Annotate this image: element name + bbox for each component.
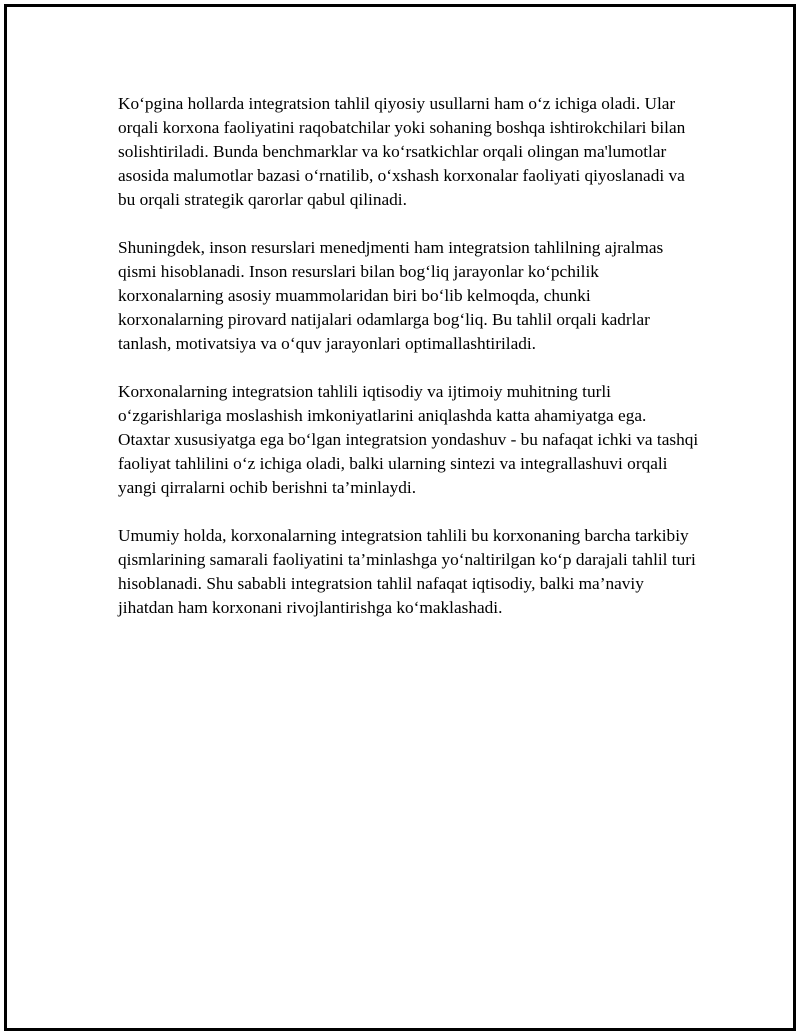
paragraph-1: Ko‘pgina hollarda integratsion tahlil qiyosiy usullarni ham o‘z ichiga oladi. Ular orqali korxona faoliyatini raqobatchilar yoki sohaning boshqa ishtirokchilari bilan solishtiriladi. Bunda benchmarklar va ko‘rsatkichlar orqali olingan ma'lumotlar asosida malumotlar bazasi o‘rnatilib, o‘xshash korxonalar faoliyati qiyoslanadi va bu orqali strategik qarorlar qabul qilinadi. [118, 94, 686, 209]
paragraph-2: Shuningdek, inson resurslari menedjmenti ham integratsion tahlilning ajralmas qismi hisoblanadi. Inson resurslari bilan bog‘liq jarayonlar ko‘pchilik korxonalarning asosiy muammolaridan biri bo‘lib kelmoqda, chunki korxonalarning pirovard natijalari odamlarga bog‘liq. Bu tahlil orqali kadrlar tanlash, motivatsiya va o‘quv jarayonlari optimallashtiriladi. [118, 238, 664, 353]
document-body [118, 92, 700, 644]
paragraph-4: Umumiy holda, korxonalarning integratsion tahlili bu korxonaning barcha tarkibiy qismlarining samarali faoliyatini ta’minlashga yo‘naltirilgan ko‘p darajali tahlil turi hisoblanadi. Shu sababli integratsion tahlil nafaqat iqtisodiy, balki ma’naviy jihatdan ham korxonani rivojlantirishga ko‘maklashadi. [118, 526, 696, 617]
paragraph-3: Korxonalarning integratsion tahlili iqtisodiy va ijtimoiy muhitning turli o‘zgarishlariga moslashish imkoniyatlarini aniqlashda katta ahamiyatga ega. Otaxtar xususiyatga ega bo‘lgan integratsion yondashuv - bu nafaqat ichki va tashqi faoliyat tahlilini o‘z ichiga oladi, balki ularning sintezi va integrallashuvi orqali yangi qirralarni ochib berishni ta’minlaydi. [118, 382, 699, 497]
